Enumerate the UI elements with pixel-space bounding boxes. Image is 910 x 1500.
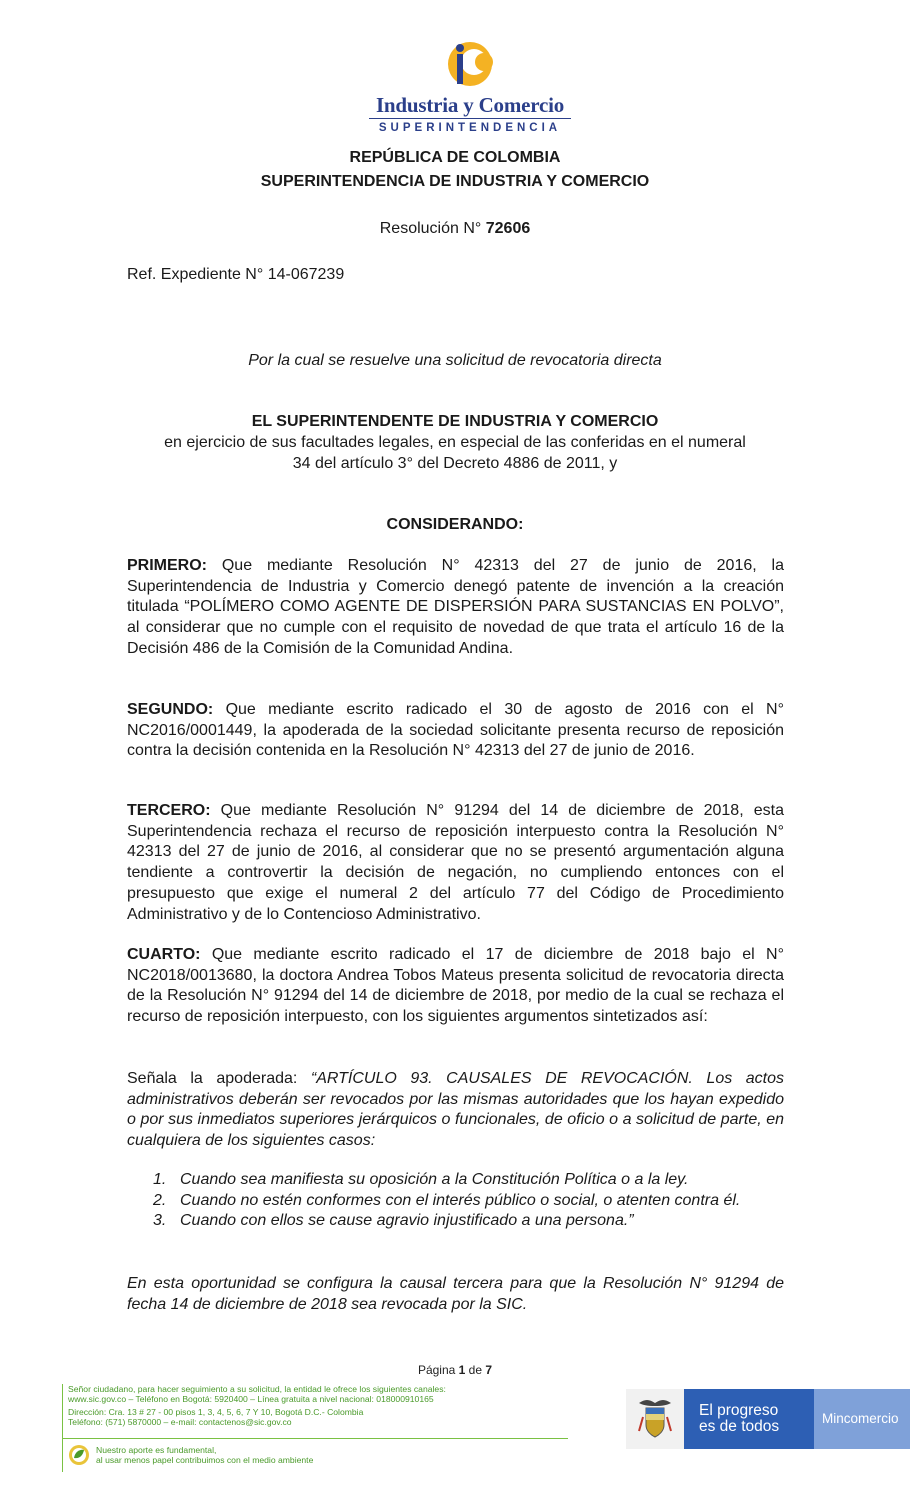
list-item-text: Cuando con ellos se cause agravio injustificado a una persona.” (180, 1212, 634, 1229)
subject-line: Por la cual se resuelve una solicitud de revocatoria directa (248, 352, 662, 369)
brand-slogan (684, 1389, 814, 1449)
logo-name: Industria y Comercio (375, 93, 565, 117)
paragraph-cuarto (127, 945, 784, 1028)
eco-leaf-icon (68, 1444, 90, 1466)
list-item-number: 2. (153, 1191, 167, 1209)
paragraph-label: CUARTO: (127, 946, 201, 963)
paragraph-text: Que mediante escrito radicado el 30 de agosto de 2016 con el N° NC2016/0001449, la apoderada de la sociedad solicitante presenta recurso de reposición contra la decisión contenida en la Resolución N° 42313 del 27 de junio de 2016. (127, 701, 784, 760)
header-line-1: REPÚBLICA DE COLOMBIA (349, 149, 561, 166)
footer-divider (63, 1438, 568, 1439)
list-item-text: Cuando sea manifiesta su oposición a la Constitución Política o a la ley. (180, 1171, 689, 1188)
authority-line-1: en ejercicio de sus facultades legales, en especial de las conferidas en el numeral (164, 434, 746, 451)
logo-subtitle: SUPERINTENDENCIA (378, 122, 562, 134)
sic-logo (340, 40, 600, 135)
list-item (153, 1191, 784, 1212)
paragraph-label: TERCERO: (127, 802, 211, 819)
list-item-number: 3. (153, 1212, 167, 1229)
slogan-line-1: El progreso (699, 1402, 779, 1419)
paragraph-text: Que mediante escrito radicado el 17 de diciembre de 2018 bajo el N° NC2018/0013680, la doctora Andrea Tobos Mateus presenta solicitud de revocatoria directa de la Resolución N° 91294 del 14 de diciembre de 2018, por medio de la cual se rechaza el recurso de reposición interpuesto, con los siguientes argumentos sintetizados así: (127, 946, 784, 1026)
slogan-line-2: es de todos (699, 1418, 780, 1435)
footer-line-2: www.sic.gov.co – Teléfono en Bogotá: 5920400 – Línea gratuita a nivel nacional: 018000910165 (68, 1394, 434, 1404)
list-item-number: 1. (153, 1171, 167, 1188)
closing-paragraph: En esta oportunidad se configura la causal tercera para que la Resolución N° 91294 de fecha 14 de diciembre de 2018 sea revocada por la SIC. (127, 1275, 784, 1313)
paragraph-label: PRIMERO: (127, 557, 207, 574)
resolution-number (100, 219, 810, 239)
quote-paragraph (127, 1069, 784, 1152)
header-line-2: SUPERINTENDENCIA DE INDUSTRIA Y COMERCIO (260, 173, 650, 190)
page-number (380, 1363, 530, 1377)
logo-divider (369, 118, 571, 119)
paragraph-tercero (127, 801, 784, 925)
footer-line-4: Teléfono: (571) 5870000 – e-mail: contactenos@sic.gov.co (68, 1417, 292, 1427)
sic-logo-icon (440, 40, 500, 90)
authority-title: EL SUPERINTENDENTE DE INDUSTRIA Y COMERCIO (251, 413, 659, 430)
paragraph-primero (127, 556, 784, 660)
footer-line-1: Señor ciudadano, para hacer seguimiento a su solicitud, la entidad le ofrece los siguientes canales: (68, 1384, 446, 1394)
resolution-label: Resolución N° (379, 220, 486, 237)
page-current: 1 (458, 1363, 466, 1377)
eco-line-2: al usar menos papel contribuimos con el medio ambiente (96, 1455, 314, 1465)
colombia-coat-of-arms (626, 1389, 684, 1449)
resolution-value: 72606 (485, 220, 531, 237)
eco-line-1: Nuestro aporte es fundamental, (96, 1445, 217, 1455)
page-of: de (465, 1363, 486, 1377)
footer-line-3: Dirección: Cra. 13 # 27 - 00 pisos 1, 3, 4, 5, 6, 7 Y 10, Bogotá D.C.- Colombia (68, 1407, 364, 1417)
list-item (153, 1170, 784, 1191)
paragraph-text: Que mediante Resolución N° 91294 del 14 de diciembre de 2018, esta Superintendencia rechaza el recurso de reposición interpuesto contra la Resolución N° 42313 del 27 de junio de 2016, al considerar que no se presentó argumentación alguna tendiente a controvertir la decisión de negación, no cumpliendo entonces con el presupuesto que exige el numeral 2 del artículo 77 del Código de Procedimiento Administrativo y de lo Contencioso Administrativo. (127, 802, 784, 923)
footer-contact (62, 1384, 568, 1472)
quote-intro: Señala la apoderada: (127, 1070, 311, 1087)
authority-line-2: 34 del artículo 3° del Decreto 4886 de 2011, y (292, 455, 618, 472)
considering-heading: CONSIDERANDO: (386, 516, 524, 533)
page-label: Página (417, 1363, 459, 1377)
paragraph-label: SEGUNDO: (127, 701, 214, 718)
government-branding (626, 1389, 910, 1449)
quote-text: “ARTÍCULO 93. CAUSALES DE REVOCACIÓN. Los actos administrativos deberán ser revocados por las mismas autoridades que los hayan expedido o por sus inmediatos superiores jerárquicos o funcionales, de oficio o a solicitud de parte, en cualquiera de los siguientes casos: (127, 1070, 785, 1150)
list-item-text: Cuando no estén conformes con el interés público o social, o atenten contra él. (180, 1191, 741, 1209)
reference-file: Ref. Expediente N° 14-067239 (127, 266, 345, 283)
paragraph-text: Que mediante Resolución N° 42313 del 27 de junio de 2016, la Superintendencia de Industria y Comercio denegó patente de invención a la creación titulada “POLÍMERO COMO AGENTE DE DISPERSIÓN PARA SUSTANCIAS EN POLVO”, al considerar que no cumple con el requisito de novedad de que trata el artículo 16 de la Decisión 486 de la Comisión de la Comunidad Andina. (127, 557, 784, 657)
paragraph-segundo (127, 700, 784, 762)
list-item (153, 1211, 784, 1232)
eco-message (68, 1444, 313, 1466)
coat-of-arms-icon (635, 1397, 675, 1441)
causes-list (127, 1170, 784, 1232)
ministry-name: Mincomercio (814, 1389, 910, 1449)
page-total: 7 (485, 1363, 493, 1377)
